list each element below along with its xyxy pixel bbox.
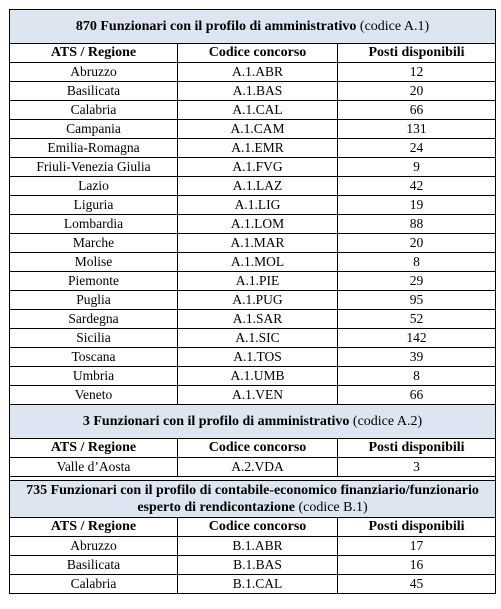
cell-posts: 8 [338, 367, 496, 386]
cell-code: A.1.CAL [178, 101, 338, 120]
cell-posts: 9 [338, 158, 496, 177]
cell-posts: 52 [338, 310, 496, 329]
section-title-code: (codice A.2) [349, 414, 423, 429]
cell-region: Toscana [10, 348, 178, 367]
section-title [10, 405, 496, 439]
cell-region: Sicilia [10, 329, 178, 348]
cell-code: A.2.VDA [178, 458, 338, 477]
cell-posts: 88 [338, 215, 496, 234]
header-posts: Posti disponibili [338, 518, 496, 537]
table-row [10, 556, 496, 575]
section-title-code: (codice A.1) [356, 19, 430, 34]
table-row [10, 537, 496, 556]
cell-region: Campania [10, 120, 178, 139]
table-row [10, 63, 496, 82]
section-header [10, 405, 496, 439]
header-posts: Posti disponibili [338, 44, 496, 63]
table-row [10, 139, 496, 158]
cell-posts: 20 [338, 82, 496, 101]
cell-code: A.1.PUG [178, 291, 338, 310]
cell-code: B.1.BAS [178, 556, 338, 575]
table-row [10, 291, 496, 310]
table-row [10, 101, 496, 120]
cell-posts: 29 [338, 272, 496, 291]
cell-posts: 8 [338, 253, 496, 272]
table-row [10, 329, 496, 348]
cell-region: Sardegna [10, 310, 178, 329]
cell-code: A.1.LOM [178, 215, 338, 234]
column-header-row [10, 44, 496, 63]
table-row [10, 575, 496, 594]
cell-posts: 19 [338, 196, 496, 215]
table-body [10, 10, 496, 594]
job-positions-table [9, 9, 496, 594]
section-title-code: (codice B.1) [294, 500, 368, 515]
section-title-bold: 3 Funzionari con il profilo di amministrativo [82, 414, 350, 429]
section-title [10, 10, 496, 44]
header-region: ATS / Regione [10, 44, 178, 63]
header-code: Codice concorso [178, 439, 338, 458]
cell-posts: 131 [338, 120, 496, 139]
cell-region: Lazio [10, 177, 178, 196]
cell-posts: 66 [338, 101, 496, 120]
cell-region: Umbria [10, 367, 178, 386]
cell-code: A.1.UMB [178, 367, 338, 386]
cell-code: B.1.CAL [178, 575, 338, 594]
cell-region: Basilicata [10, 82, 178, 101]
cell-posts: 39 [338, 348, 496, 367]
cell-code: A.1.SAR [178, 310, 338, 329]
cell-code: A.1.EMR [178, 139, 338, 158]
cell-region: Abruzzo [10, 537, 178, 556]
header-code: Codice concorso [178, 44, 338, 63]
section-title-bold: 870 Funzionari con il profilo di amministrativo [75, 19, 357, 34]
table-row [10, 253, 496, 272]
cell-posts: 142 [338, 329, 496, 348]
cell-posts: 45 [338, 575, 496, 594]
section-header [10, 10, 496, 44]
cell-region: Friuli-Venezia Giulia [10, 158, 178, 177]
cell-posts: 17 [338, 537, 496, 556]
cell-posts: 42 [338, 177, 496, 196]
section-header [10, 481, 496, 518]
table-row [10, 196, 496, 215]
cell-posts: 24 [338, 139, 496, 158]
cell-code: A.1.CAM [178, 120, 338, 139]
cell-region: Puglia [10, 291, 178, 310]
cell-posts: 66 [338, 386, 496, 405]
header-region: ATS / Regione [10, 518, 178, 537]
cell-region: Lombardia [10, 215, 178, 234]
cell-code: A.1.MOL [178, 253, 338, 272]
cell-code: A.1.LAZ [178, 177, 338, 196]
cell-region: Calabria [10, 101, 178, 120]
table-row [10, 177, 496, 196]
table-row [10, 310, 496, 329]
cell-region: Molise [10, 253, 178, 272]
table-row [10, 215, 496, 234]
header-region: ATS / Regione [10, 439, 178, 458]
job-positions-table-container [9, 9, 495, 594]
cell-posts: 20 [338, 234, 496, 253]
cell-code: A.1.VEN [178, 386, 338, 405]
table-row [10, 272, 496, 291]
cell-code: A.1.BAS [178, 82, 338, 101]
section-title-bold: 735 Funzionari con il profilo di contabile-economico finanziario/funzionario esperto di rendicontazione [26, 483, 479, 515]
cell-posts: 3 [338, 458, 496, 477]
cell-region: Emilia-Romagna [10, 139, 178, 158]
cell-region: Calabria [10, 575, 178, 594]
cell-region: Piemonte [10, 272, 178, 291]
cell-code: A.1.MAR [178, 234, 338, 253]
table-row [10, 234, 496, 253]
cell-code: A.1.ABR [178, 63, 338, 82]
header-posts: Posti disponibili [338, 439, 496, 458]
cell-region: Valle d’Aosta [10, 458, 178, 477]
cell-code: A.1.LIG [178, 196, 338, 215]
cell-region: Veneto [10, 386, 178, 405]
section-title [10, 481, 496, 518]
cell-code: A.1.PIE [178, 272, 338, 291]
table-row [10, 158, 496, 177]
table-row [10, 367, 496, 386]
table-row [10, 458, 496, 477]
cell-region: Liguria [10, 196, 178, 215]
cell-posts: 12 [338, 63, 496, 82]
column-header-row [10, 439, 496, 458]
cell-region: Abruzzo [10, 63, 178, 82]
cell-code: A.1.SIC [178, 329, 338, 348]
table-row [10, 386, 496, 405]
cell-posts: 16 [338, 556, 496, 575]
cell-code: B.1.ABR [178, 537, 338, 556]
cell-region: Marche [10, 234, 178, 253]
table-row [10, 82, 496, 101]
cell-code: A.1.TOS [178, 348, 338, 367]
column-header-row [10, 518, 496, 537]
cell-posts: 95 [338, 291, 496, 310]
header-code: Codice concorso [178, 518, 338, 537]
cell-region: Basilicata [10, 556, 178, 575]
table-row [10, 348, 496, 367]
table-row [10, 120, 496, 139]
cell-code: A.1.FVG [178, 158, 338, 177]
